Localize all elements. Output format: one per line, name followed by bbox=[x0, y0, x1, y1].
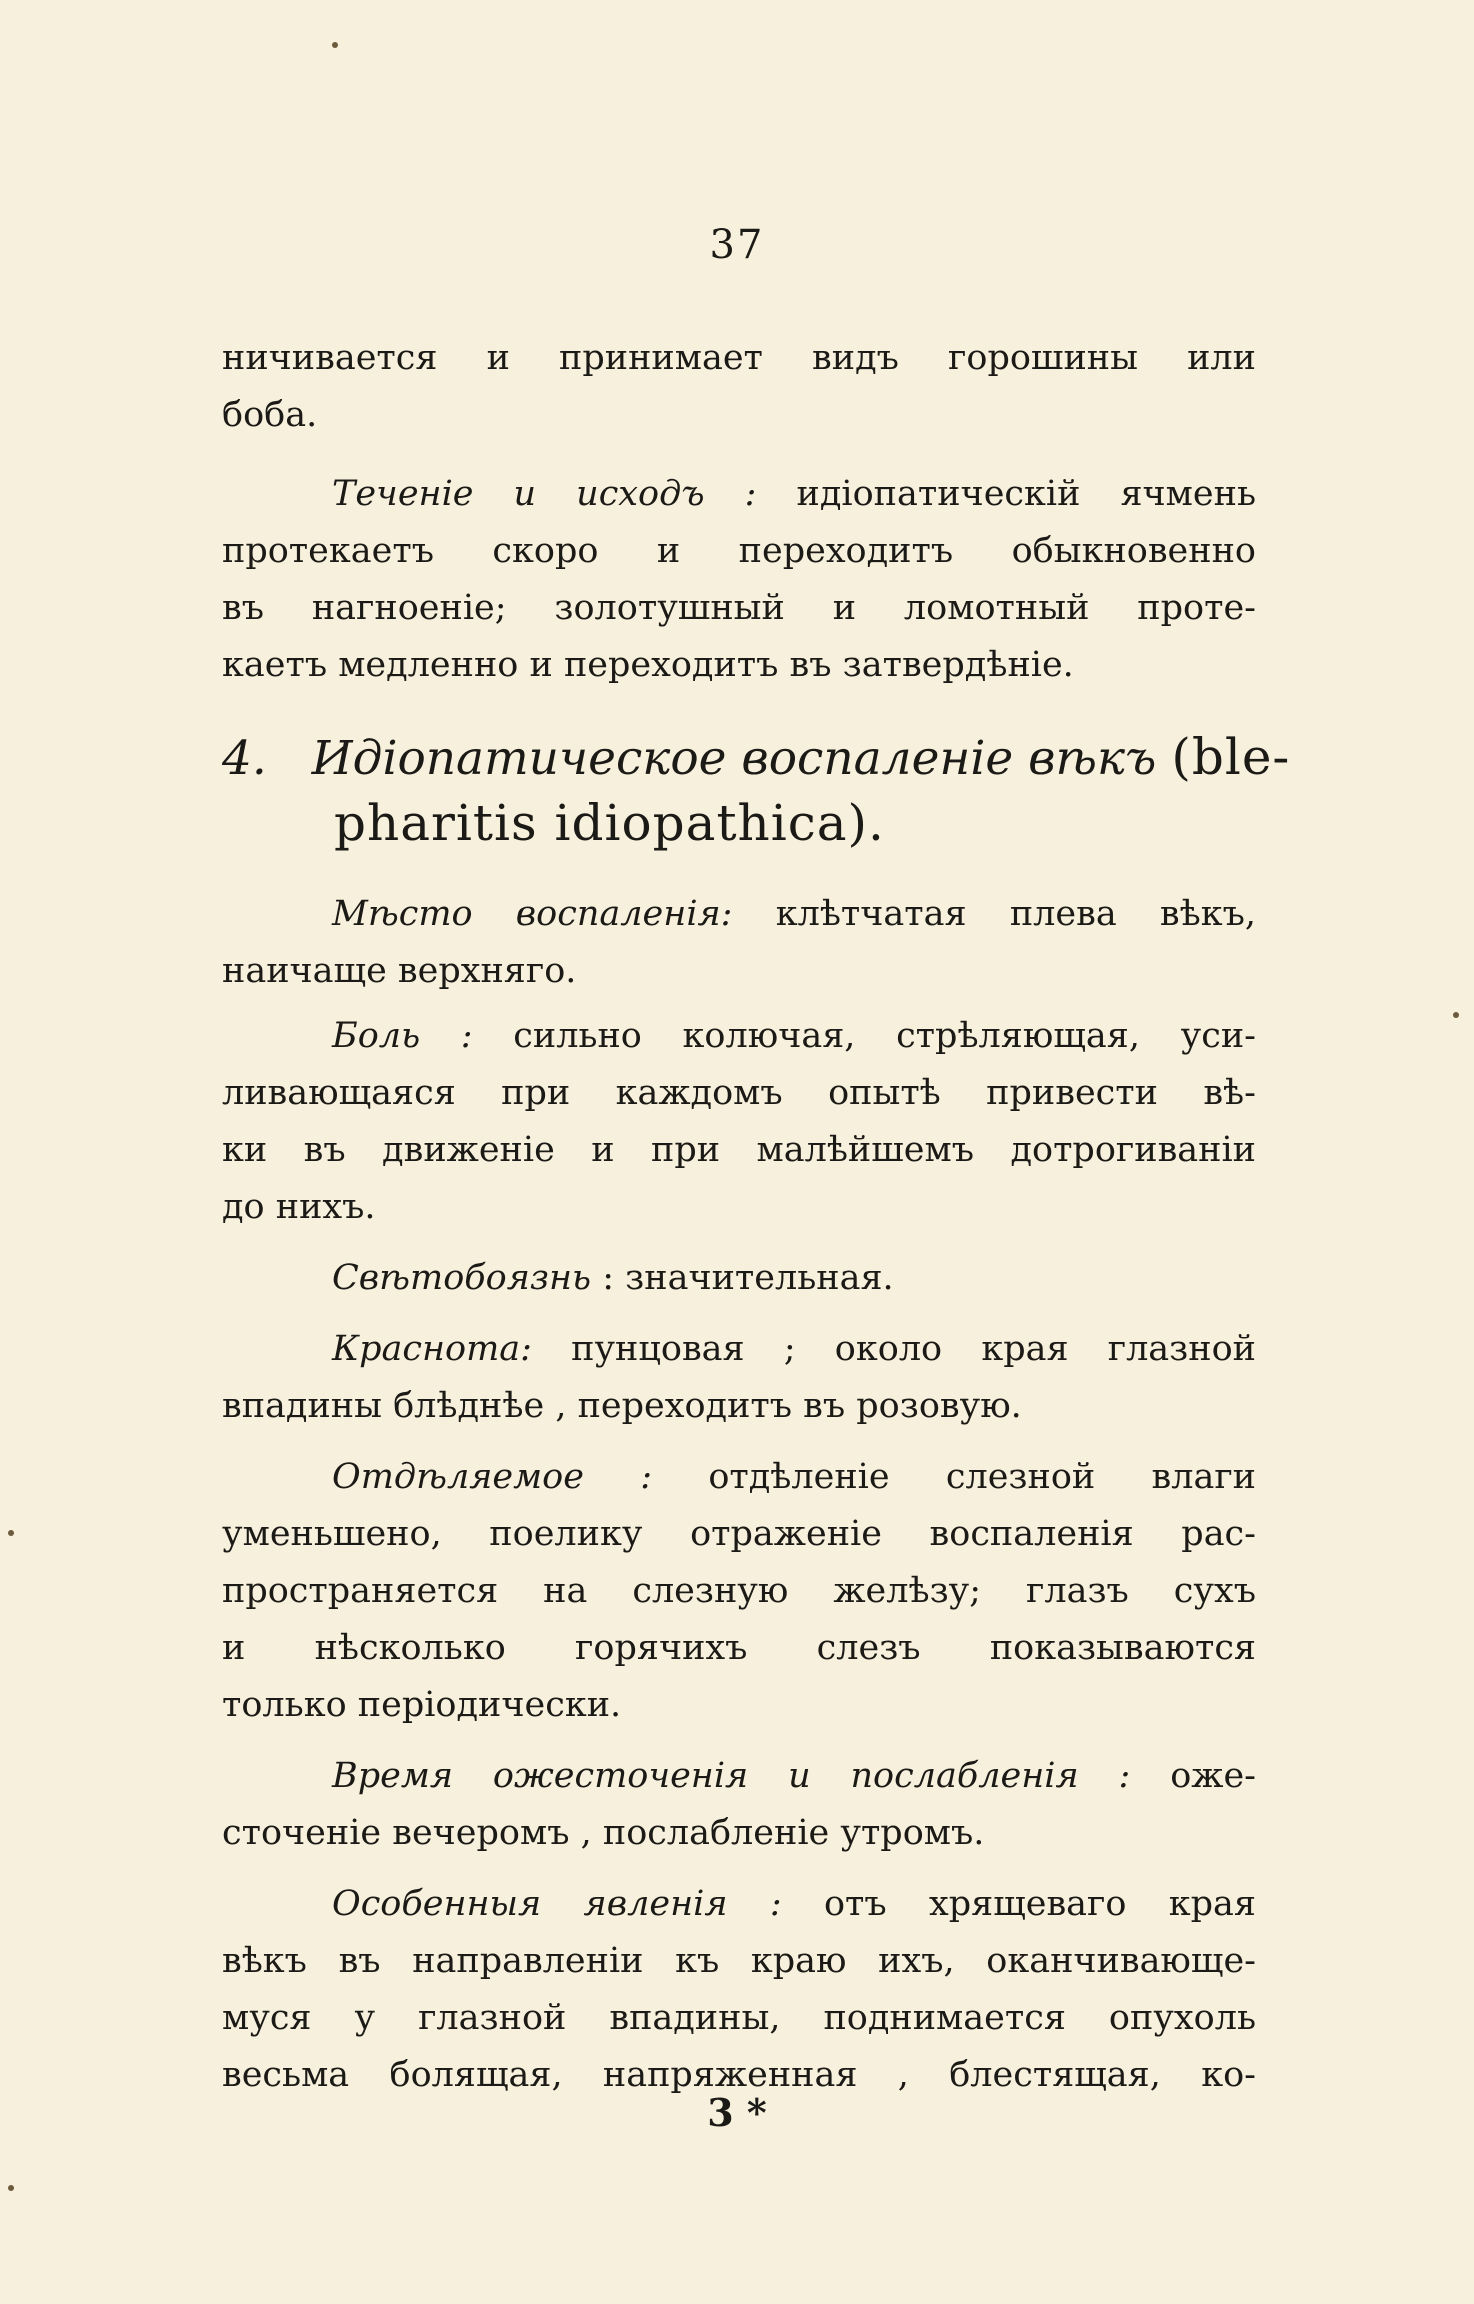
text-line: ливающаяся при каждомъ опытѣ привести вѣ- bbox=[222, 1073, 1256, 1113]
text-line: сточеніе вечеромъ , послабленіе утромъ. bbox=[222, 1813, 985, 1853]
text-line: ничивается и принимает видъ горошины или bbox=[222, 338, 1256, 378]
page-number: 37 bbox=[709, 222, 765, 268]
text-line: впадины блѣднѣе , переходитъ въ розовую. bbox=[222, 1386, 1022, 1426]
section-text: идіопатическій ячмень bbox=[796, 474, 1257, 514]
text-line: муся у глазной впадины, поднимается опухоль bbox=[222, 1998, 1256, 2038]
heading-latin: (ble- bbox=[1171, 728, 1291, 786]
text-line: въ нагноеніе; золотушный и ломотный проте- bbox=[222, 588, 1256, 628]
text-line: наичаще верхняго. bbox=[222, 951, 577, 991]
section-text: клѣтчатая плева вѣкъ, bbox=[775, 894, 1256, 934]
paper-speck bbox=[8, 1530, 14, 1536]
section-text: оже- bbox=[1170, 1756, 1256, 1796]
text-line: вѣкъ въ направленіи къ краю ихъ, оканчивающе- bbox=[222, 1941, 1256, 1981]
text-line: пространяется на слезную желѣзу; глазъ сухъ bbox=[222, 1571, 1256, 1611]
section-label: Время ожесточенія и послабленія : bbox=[332, 1756, 1131, 1796]
section-text: отдѣленіе слезной влаги bbox=[708, 1457, 1256, 1497]
text-line: боба. bbox=[222, 395, 318, 435]
section-label: Мѣсто воспаленія: bbox=[332, 894, 733, 934]
text-line: и нѣсколько горячихъ слезъ показываются bbox=[222, 1628, 1256, 1668]
printer-signature-mark: 3 * bbox=[707, 2090, 767, 2135]
section-label: Свѣтобоязнь bbox=[332, 1258, 592, 1298]
text-line: только періодически. bbox=[222, 1685, 622, 1725]
paragraph-first-line bbox=[222, 1449, 1256, 1506]
paragraph-first-line bbox=[222, 466, 1256, 523]
text-line: весьма болящая, напряженная , блестящая, ко- bbox=[222, 2055, 1256, 2095]
paragraph-first-line bbox=[222, 1321, 1256, 1378]
section-text: сильно колючая, стрѣляющая, уси- bbox=[513, 1016, 1256, 1056]
section-label: Боль : bbox=[332, 1016, 473, 1056]
paragraph-first-line bbox=[222, 1250, 1256, 1307]
text-line: протекаетъ скоро и переходитъ обыкновенно bbox=[222, 531, 1256, 571]
section-label: Теченіе и исходъ : bbox=[332, 474, 757, 514]
text-line: уменьшено, поелику отраженіе воспаленія рас- bbox=[222, 1514, 1256, 1554]
text-line: каетъ медленно и переходитъ въ затвердѣніе. bbox=[222, 645, 1074, 685]
text-block bbox=[222, 330, 1291, 2104]
heading-title: Идіопатическое воспаленіе вѣкъ bbox=[311, 731, 1157, 786]
paper-speck bbox=[1453, 1012, 1459, 1018]
section-text: : значительная. bbox=[602, 1258, 894, 1298]
text-line: до нихъ. bbox=[222, 1187, 376, 1227]
paragraph-first-line bbox=[222, 1008, 1256, 1065]
section-text: пунцовая ; около края глазной bbox=[571, 1329, 1256, 1369]
paper-speck bbox=[8, 2185, 14, 2191]
heading-number: 4. bbox=[222, 731, 267, 786]
paragraph-first-line bbox=[222, 1876, 1256, 1933]
section-label: Особенныя явленія : bbox=[332, 1884, 782, 1924]
heading-latin-continued: pharitis idiopathica). bbox=[334, 794, 885, 852]
paragraph-first-line bbox=[222, 1748, 1256, 1805]
section-heading bbox=[222, 724, 1291, 790]
paper-speck bbox=[332, 42, 338, 48]
section-text: отъ хрящеваго края bbox=[823, 1884, 1256, 1924]
section-label: Отдѣляемое : bbox=[332, 1457, 653, 1497]
text-line: ки въ движеніе и при малѣйшемъ дотрогиваніи bbox=[222, 1130, 1256, 1170]
paragraph-first-line bbox=[222, 886, 1256, 943]
section-label: Краснота: bbox=[332, 1329, 532, 1369]
